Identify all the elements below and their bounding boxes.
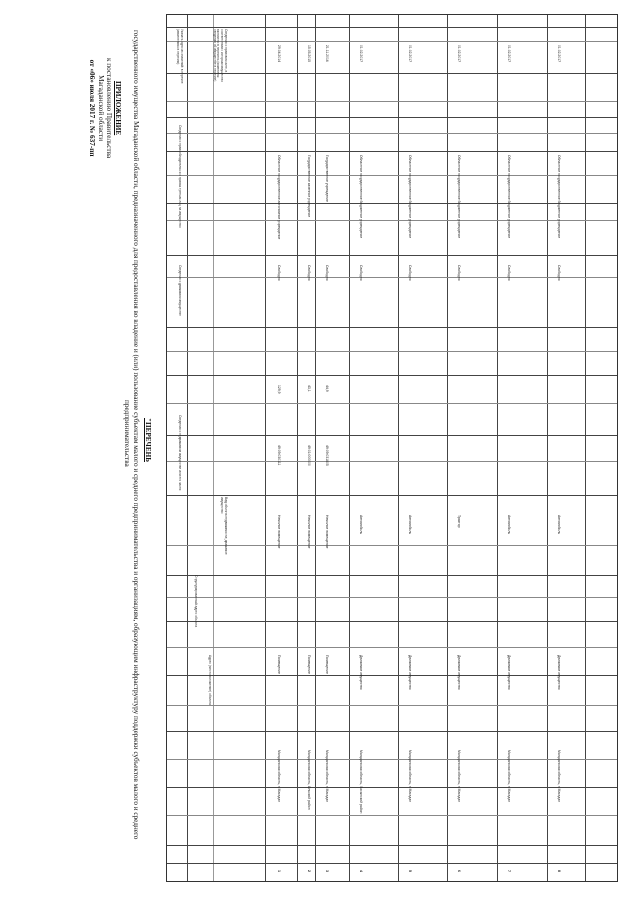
property-table (166, 14, 618, 882)
table-cell-type: Движимое имущество (408, 655, 412, 690)
table-cell-date: 01.02.2017 (507, 45, 511, 62)
grid-row-line (167, 621, 617, 622)
header-doc: Сведения о правовом акте, в соответствии с которым имущество включено в перечень (изменены сведения об имуществе в перечне) (212, 29, 228, 82)
table-cell-kind: Трактор (457, 515, 461, 528)
table-cell-address: Магаданская область, г. Магадан (408, 750, 412, 803)
grid-col-line (187, 15, 188, 881)
title-body (132, 30, 140, 839)
table-cell-date: 21.11.2016 (325, 45, 329, 62)
table-cell-org: Областное государственное бюджетное учреждение (408, 155, 412, 239)
grid-row-line (167, 787, 617, 788)
table-cell-kind: Автомобиль (557, 515, 561, 535)
table-cell-cad: 49:01:000000 (307, 445, 311, 466)
grid-row-line (167, 73, 617, 74)
grid-row-line (167, 133, 617, 134)
table-cell-kind: Автомобиль (408, 515, 412, 535)
grid-col-line (297, 15, 298, 881)
grid-row-line (167, 815, 617, 816)
table-cell-no: 4 (359, 870, 363, 872)
grid-row-line (167, 101, 617, 102)
table-cell-status: Свободно (307, 265, 311, 281)
grid-row-line (167, 675, 617, 676)
title-line-2: государственного имущества Магаданской области, предназначенного для предоставления во владение и (или) пользование субъектам малого и среднего предпринимательства и организациям, образующим инфраструктуру поддержки субъектов малого и среднего (132, 30, 140, 840)
header-decision: Указать одно из значений: в перечне (изменениях в перечни) (176, 29, 184, 84)
table-cell-org: Государственное казенное учреждение (307, 155, 311, 218)
header-rights: Сведения о правообладателях и о правах третьих лиц на имущество (178, 125, 182, 228)
grid-row-line (167, 27, 617, 28)
grid-row-line (167, 647, 617, 648)
grid-row-line (167, 461, 617, 462)
table-cell-address: Магаданская область, г. Магадан (507, 750, 511, 803)
table-cell-type: Помещение (307, 655, 311, 674)
table-cell-type: Движимое имущество (507, 655, 511, 690)
table-cell-address: Магаданская область, Хасынский район (359, 750, 363, 814)
grid-col-line (315, 15, 316, 881)
table-cell-type: Движимое имущество (557, 655, 561, 690)
table-cell-date: 01.02.2017 (359, 45, 363, 62)
grid-row-line (167, 575, 617, 576)
table-cell-status: Свободно (325, 265, 329, 281)
table-cell-no: 7 (507, 870, 511, 872)
table-cell-kind: Нежилое помещение (307, 515, 311, 549)
grid-row-line (167, 403, 617, 404)
table-cell-no: 1 (277, 870, 281, 872)
table-cell-address: Магаданская область, г. Магадан (457, 750, 461, 803)
document-title (144, 418, 152, 462)
table-cell-type: Помещение (277, 655, 281, 674)
grid-col-line (547, 15, 548, 881)
header-structure: Структурированный адрес объекта (194, 575, 198, 628)
table-cell-area: 44,9 (325, 385, 329, 392)
table-cell-status: Свободно (457, 265, 461, 281)
grid-row-line (167, 545, 617, 546)
grid-row-line (167, 863, 617, 864)
appendix-line-2: Магаданской области (96, 75, 105, 142)
table-cell-org: Областное государственное бюджетное учреждение (457, 155, 461, 239)
table-cell-address: Магаданская область, г. Магадан (557, 750, 561, 803)
table-cell-type: Движимое имущество (457, 655, 461, 690)
table-cell-cad: 49:09:031805 (325, 445, 329, 466)
table-cell-no: 8 (557, 870, 561, 872)
table-cell-status: Свободно (277, 265, 281, 281)
table-cell-area: 129,9 (277, 385, 281, 394)
table-cell-org: Областное государственное бюджетное учреждение (359, 155, 363, 239)
table-cell-kind: Нежилое помещение (277, 515, 281, 549)
grid-row-line (167, 41, 617, 42)
appendix-block (88, 58, 122, 158)
table-cell-date: 01.02.2017 (457, 45, 461, 62)
table-cell-org: Областное государственное бюджетное учреждение (507, 155, 511, 239)
appendix-line-3: от «06» июля 2017 г. № 637-пп (88, 59, 97, 157)
grid-col-line (585, 15, 586, 881)
grid-row-line (167, 597, 617, 598)
grid-row-line (167, 151, 617, 152)
table-cell-kind: Автомобиль (507, 515, 511, 535)
grid-col-line (398, 15, 399, 881)
table-cell-address: Магаданская область, г. Магадан (277, 750, 281, 803)
table-cell-date: 01.02.2017 (408, 45, 412, 62)
grid-col-line (447, 15, 448, 881)
table-cell-address: Магаданская область, г. Магадан (325, 750, 329, 803)
table-cell-no: 5 (408, 870, 412, 872)
grid-row-line (167, 351, 617, 352)
title-line-1: "ПЕРЕЧЕНЬ (144, 418, 152, 462)
grid-row-line (167, 375, 617, 376)
table-cell-status: Свободно (359, 265, 363, 281)
grid-row-line (167, 705, 617, 706)
grid-col-line (213, 15, 214, 881)
grid-row-line (167, 759, 617, 760)
table-cell-status: Свободно (408, 265, 412, 281)
table-cell-address: Магаданская область, Ольский район (307, 750, 311, 810)
table-cell-org: Областное государственное бюджетное учреждение (557, 155, 561, 239)
table-cell-date: 15.05.2015 (307, 45, 311, 62)
grid-row-line (167, 255, 617, 256)
grid-row-line (167, 175, 617, 176)
table-cell-kind: Нежилое помещение (325, 515, 329, 549)
header-type: Вид объекта недвижимости; движимое имущество (220, 497, 228, 555)
table-cell-no: 6 (457, 870, 461, 872)
grid-row-line (167, 220, 617, 221)
appendix-line-1: к постановлению Правительства (105, 58, 114, 159)
table-cell-no: 2 (307, 870, 311, 872)
table-cell-area: 43,1 (307, 385, 311, 392)
table-cell-org: Государственное учреждение (325, 155, 329, 202)
grid-row-line (167, 327, 617, 328)
title-tail (123, 400, 131, 467)
grid-row-line (167, 277, 617, 278)
grid-col-line (265, 15, 266, 881)
table-cell-status: Свободно (557, 265, 561, 281)
grid-row-line (167, 731, 617, 732)
table-cell-no: 3 (325, 870, 329, 872)
table-cell-date: 01.02.2017 (557, 45, 561, 62)
grid-row-line (167, 117, 617, 118)
header-movable: Сведения о движимом имуществе (178, 265, 182, 316)
header-info: Сведения о недвижимом имуществе или его части (178, 415, 182, 491)
table-cell-date: 29.04.2014 (277, 45, 281, 62)
table-cell-type: Помещение (325, 655, 329, 674)
grid-row-line (167, 495, 617, 496)
title-line-3: предпринимательства (123, 400, 131, 467)
table-cell-org: Областное государственное автономное учреждение (277, 155, 281, 240)
table-cell-kind: Автомобиль (359, 515, 363, 535)
table-cell-type: Движимое имущество (359, 655, 363, 690)
grid-col-line (497, 15, 498, 881)
header-address: Адрес (местоположение) объекта (208, 655, 212, 705)
grid-row-line (167, 435, 617, 436)
grid-col-line (349, 15, 350, 881)
table-cell-status: Свободно (507, 265, 511, 281)
appendix-heading: ПРИЛОЖЕНИЕ (114, 80, 122, 136)
grid-row-line (167, 203, 617, 204)
table-cell-cad: 49:09:030111 (277, 445, 281, 466)
grid-row-line (167, 845, 617, 846)
